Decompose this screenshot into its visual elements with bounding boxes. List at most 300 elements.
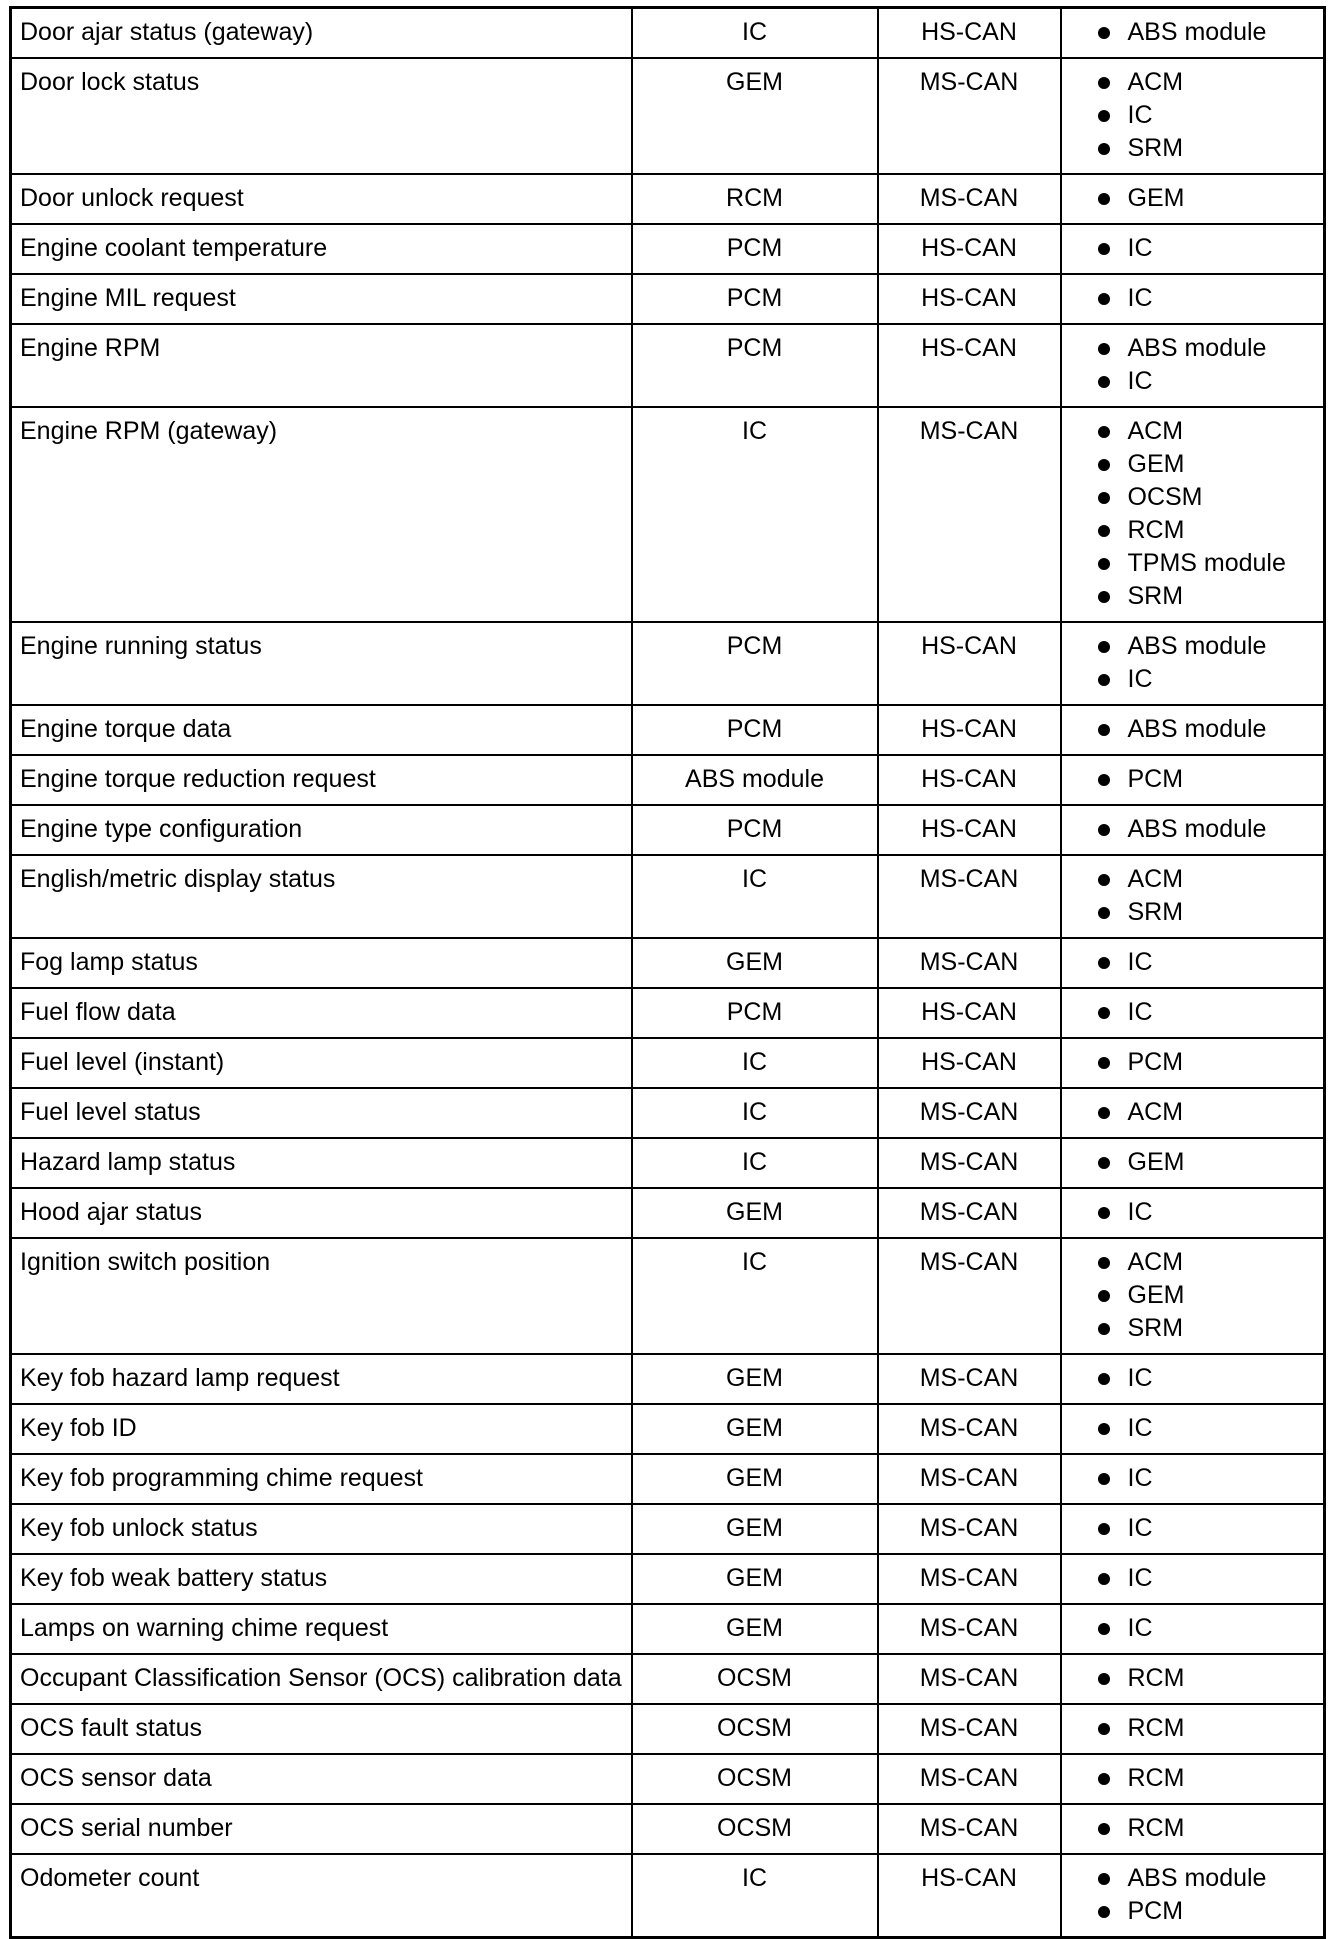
receiver-item — [1092, 1146, 1316, 1179]
bullet-icon — [1098, 1323, 1110, 1335]
receiving-modules-cell — [1061, 58, 1325, 174]
receiver-item — [1092, 1612, 1316, 1645]
receiver-label: IC — [1127, 948, 1153, 976]
receiving-modules-cell — [1061, 1554, 1325, 1604]
originating-module-cell: PCM — [632, 622, 878, 705]
bullet-icon — [1098, 459, 1110, 471]
table-row — [11, 1354, 1325, 1404]
receiver-label: SRM — [1127, 582, 1184, 610]
originating-module-cell: IC — [632, 855, 878, 938]
receiver-item — [1092, 663, 1316, 696]
table-row — [11, 224, 1325, 274]
table-row — [11, 988, 1325, 1038]
receiver-item — [1092, 1512, 1316, 1545]
receiver-label: RCM — [1127, 1764, 1185, 1792]
receiver-item — [1092, 863, 1316, 896]
bullet-icon — [1098, 426, 1110, 438]
receiver-list — [1070, 763, 1316, 796]
receiver-label: ACM — [1127, 68, 1184, 96]
receiver-item — [1092, 1662, 1316, 1695]
table-row — [11, 324, 1325, 407]
originating-module-cell: PCM — [632, 324, 878, 407]
table-row — [11, 8, 1325, 59]
receiving-modules-cell — [1061, 1704, 1325, 1754]
receiver-item — [1092, 1712, 1316, 1745]
receiver-item — [1092, 415, 1316, 448]
table-row — [11, 1754, 1325, 1804]
message-cell: Fuel level (instant) — [11, 1038, 632, 1088]
receiver-item — [1092, 132, 1316, 165]
originating-module-cell: PCM — [632, 224, 878, 274]
receiver-label: IC — [1127, 234, 1153, 262]
message-cell: Door lock status — [11, 58, 632, 174]
receiver-list — [1070, 813, 1316, 846]
receiver-label: GEM — [1127, 1281, 1185, 1309]
receiving-modules-cell — [1061, 8, 1325, 59]
receiver-item — [1092, 1196, 1316, 1229]
message-cell: OCS fault status — [11, 1704, 632, 1754]
receiver-label: ABS module — [1127, 18, 1267, 46]
network-cell: HS-CAN — [878, 705, 1061, 755]
originating-module-cell: RCM — [632, 174, 878, 224]
bullet-icon — [1098, 1823, 1110, 1835]
message-cell: OCS serial number — [11, 1804, 632, 1854]
receiver-label: ABS module — [1127, 1864, 1267, 1892]
message-cell: Engine coolant temperature — [11, 224, 632, 274]
originating-module-cell: ABS module — [632, 755, 878, 805]
message-cell: Door ajar status (gateway) — [11, 8, 632, 59]
receiver-list — [1070, 1462, 1316, 1495]
receiver-label: IC — [1127, 665, 1153, 693]
network-cell: MS-CAN — [878, 1604, 1061, 1654]
receiving-modules-cell — [1061, 1504, 1325, 1554]
originating-module-cell: PCM — [632, 988, 878, 1038]
receiving-modules-cell — [1061, 407, 1325, 622]
receiver-label: ACM — [1127, 1248, 1184, 1276]
receiver-item — [1092, 630, 1316, 663]
bullet-icon — [1098, 110, 1110, 122]
receiving-modules-cell — [1061, 1354, 1325, 1404]
bullet-icon — [1098, 1473, 1110, 1485]
receiver-item — [1092, 996, 1316, 1029]
bullet-icon — [1098, 591, 1110, 603]
receiver-item — [1092, 713, 1316, 746]
bullet-icon — [1098, 1773, 1110, 1785]
message-cell: Lamps on warning chime request — [11, 1604, 632, 1654]
receiver-label: OCSM — [1127, 483, 1203, 511]
network-cell: MS-CAN — [878, 1354, 1061, 1404]
receiver-item — [1092, 1895, 1316, 1928]
receiver-label: RCM — [1127, 516, 1185, 544]
bullet-icon — [1098, 724, 1110, 736]
originating-module-cell: IC — [632, 1038, 878, 1088]
receiver-list — [1070, 1812, 1316, 1845]
network-cell: MS-CAN — [878, 1804, 1061, 1854]
table-row — [11, 1404, 1325, 1454]
receiver-list — [1070, 1862, 1316, 1928]
receiving-modules-cell — [1061, 1604, 1325, 1654]
message-cell: Fog lamp status — [11, 938, 632, 988]
receiver-list — [1070, 332, 1316, 398]
table-row — [11, 1238, 1325, 1354]
receiver-label: IC — [1127, 1564, 1153, 1592]
receiver-item — [1092, 99, 1316, 132]
originating-module-cell: OCSM — [632, 1654, 878, 1704]
receiver-label: ABS module — [1127, 715, 1267, 743]
table-row — [11, 174, 1325, 224]
network-cell: MS-CAN — [878, 1138, 1061, 1188]
receiver-item — [1092, 365, 1316, 398]
receiving-modules-cell — [1061, 805, 1325, 855]
originating-module-cell: GEM — [632, 938, 878, 988]
network-cell: MS-CAN — [878, 855, 1061, 938]
receiving-modules-cell — [1061, 855, 1325, 938]
receiving-modules-cell — [1061, 274, 1325, 324]
bullet-icon — [1098, 1673, 1110, 1685]
receiving-modules-cell — [1061, 1404, 1325, 1454]
receiver-label: PCM — [1127, 1048, 1184, 1076]
originating-module-cell: IC — [632, 8, 878, 59]
table-row — [11, 58, 1325, 174]
receiver-label: ACM — [1127, 417, 1184, 445]
receiver-item — [1092, 16, 1316, 49]
network-cell: HS-CAN — [878, 805, 1061, 855]
bullet-icon — [1098, 907, 1110, 919]
bullet-icon — [1098, 1107, 1110, 1119]
receiver-list — [1070, 713, 1316, 746]
bullet-icon — [1098, 1623, 1110, 1635]
bullet-icon — [1098, 558, 1110, 570]
originating-module-cell: GEM — [632, 58, 878, 174]
originating-module-cell: OCSM — [632, 1754, 878, 1804]
message-cell: Ignition switch position — [11, 1238, 632, 1354]
receiver-list — [1070, 630, 1316, 696]
bullet-icon — [1098, 957, 1110, 969]
receiver-item — [1092, 232, 1316, 265]
receiver-label: ABS module — [1127, 815, 1267, 843]
receiver-item — [1092, 332, 1316, 365]
bullet-icon — [1098, 1723, 1110, 1735]
receiver-label: ABS module — [1127, 334, 1267, 362]
bullet-icon — [1098, 77, 1110, 89]
receiving-modules-cell — [1061, 1804, 1325, 1854]
receiver-label: IC — [1127, 1364, 1153, 1392]
receiver-item — [1092, 896, 1316, 929]
receiver-item — [1092, 1562, 1316, 1595]
bullet-icon — [1098, 674, 1110, 686]
network-cell: MS-CAN — [878, 174, 1061, 224]
network-cell: HS-CAN — [878, 1854, 1061, 1938]
originating-module-cell: OCSM — [632, 1804, 878, 1854]
receiver-item — [1092, 514, 1316, 547]
receiving-modules-cell — [1061, 622, 1325, 705]
receiver-list — [1070, 1362, 1316, 1395]
receiver-label: IC — [1127, 1514, 1153, 1542]
receiver-list — [1070, 1412, 1316, 1445]
bullet-icon — [1098, 293, 1110, 305]
receiving-modules-cell — [1061, 224, 1325, 274]
receiver-list — [1070, 1662, 1316, 1695]
receiving-modules-cell — [1061, 1238, 1325, 1354]
receiver-label: GEM — [1127, 184, 1185, 212]
receiver-list — [1070, 1612, 1316, 1645]
receiver-label: IC — [1127, 1198, 1153, 1226]
network-cell: MS-CAN — [878, 1188, 1061, 1238]
receiving-modules-cell — [1061, 1854, 1325, 1938]
network-cell: HS-CAN — [878, 224, 1061, 274]
receiver-list — [1070, 946, 1316, 979]
table-row — [11, 1188, 1325, 1238]
message-cell: Engine MIL request — [11, 274, 632, 324]
message-cell: Engine RPM (gateway) — [11, 407, 632, 622]
originating-module-cell: IC — [632, 1854, 878, 1938]
originating-module-cell: GEM — [632, 1404, 878, 1454]
receiving-modules-cell — [1061, 1138, 1325, 1188]
receiver-item — [1092, 448, 1316, 481]
bullet-icon — [1098, 1157, 1110, 1169]
network-cell: HS-CAN — [878, 755, 1061, 805]
bullet-icon — [1098, 1423, 1110, 1435]
bullet-icon — [1098, 143, 1110, 155]
receiving-modules-cell — [1061, 938, 1325, 988]
receiver-label: ACM — [1127, 865, 1184, 893]
receiver-label: GEM — [1127, 450, 1185, 478]
bullet-icon — [1098, 641, 1110, 653]
bullet-icon — [1098, 1906, 1110, 1918]
message-cell: Engine torque reduction request — [11, 755, 632, 805]
receiver-list — [1070, 66, 1316, 165]
receiver-label: ACM — [1127, 1098, 1184, 1126]
originating-module-cell: PCM — [632, 805, 878, 855]
receiver-list — [1070, 1712, 1316, 1745]
receiver-label: SRM — [1127, 1314, 1184, 1342]
bullet-icon — [1098, 525, 1110, 537]
receiver-label: IC — [1127, 1464, 1153, 1492]
originating-module-cell: IC — [632, 1138, 878, 1188]
network-cell: MS-CAN — [878, 1238, 1061, 1354]
network-cell: HS-CAN — [878, 324, 1061, 407]
network-cell: MS-CAN — [878, 407, 1061, 622]
bullet-icon — [1098, 1873, 1110, 1885]
receiver-list — [1070, 1196, 1316, 1229]
message-cell: Key fob programming chime request — [11, 1454, 632, 1504]
table-row — [11, 1138, 1325, 1188]
network-cell: MS-CAN — [878, 1704, 1061, 1754]
receiver-label: IC — [1127, 1414, 1153, 1442]
receiver-label: IC — [1127, 367, 1153, 395]
receiver-item — [1092, 66, 1316, 99]
network-message-table — [9, 6, 1326, 1939]
receiver-item — [1092, 182, 1316, 215]
receiver-label: RCM — [1127, 1664, 1185, 1692]
table-row — [11, 622, 1325, 705]
table-row — [11, 1454, 1325, 1504]
receiver-item — [1092, 1246, 1316, 1279]
message-cell: Engine torque data — [11, 705, 632, 755]
originating-module-cell: PCM — [632, 274, 878, 324]
originating-module-cell: IC — [632, 1238, 878, 1354]
message-cell: Engine running status — [11, 622, 632, 705]
receiver-item — [1092, 1362, 1316, 1395]
receiver-item — [1092, 1096, 1316, 1129]
receiver-list — [1070, 1246, 1316, 1345]
message-cell: Occupant Classification Sensor (OCS) calibration data — [11, 1654, 632, 1704]
table-row — [11, 1038, 1325, 1088]
receiver-list — [1070, 863, 1316, 929]
receiving-modules-cell — [1061, 1088, 1325, 1138]
receiver-list — [1070, 996, 1316, 1029]
network-cell: MS-CAN — [878, 1554, 1061, 1604]
receiver-item — [1092, 763, 1316, 796]
table-row — [11, 1654, 1325, 1704]
table-row — [11, 705, 1325, 755]
receiver-list — [1070, 1512, 1316, 1545]
originating-module-cell: OCSM — [632, 1704, 878, 1754]
bullet-icon — [1098, 376, 1110, 388]
receiver-list — [1070, 282, 1316, 315]
table-row — [11, 1088, 1325, 1138]
receiver-label: IC — [1127, 998, 1153, 1026]
message-cell: Key fob ID — [11, 1404, 632, 1454]
originating-module-cell: GEM — [632, 1504, 878, 1554]
network-cell: MS-CAN — [878, 1754, 1061, 1804]
table-row — [11, 805, 1325, 855]
bullet-icon — [1098, 1523, 1110, 1535]
table-row — [11, 1504, 1325, 1554]
receiver-item — [1092, 1462, 1316, 1495]
receiver-label: IC — [1127, 284, 1153, 312]
bullet-icon — [1098, 824, 1110, 836]
network-cell: HS-CAN — [878, 622, 1061, 705]
receiver-item — [1092, 1312, 1316, 1345]
receiver-list — [1070, 1762, 1316, 1795]
originating-module-cell: GEM — [632, 1554, 878, 1604]
receiver-item — [1092, 1412, 1316, 1445]
message-cell: Engine type configuration — [11, 805, 632, 855]
message-cell: Fuel flow data — [11, 988, 632, 1038]
originating-module-cell: IC — [632, 407, 878, 622]
receiver-item — [1092, 1762, 1316, 1795]
table-row — [11, 1704, 1325, 1754]
receiver-list — [1070, 1096, 1316, 1129]
network-cell: MS-CAN — [878, 58, 1061, 174]
receiving-modules-cell — [1061, 705, 1325, 755]
originating-module-cell: GEM — [632, 1454, 878, 1504]
bullet-icon — [1098, 243, 1110, 255]
receiving-modules-cell — [1061, 324, 1325, 407]
originating-module-cell: GEM — [632, 1604, 878, 1654]
receiver-label: SRM — [1127, 134, 1184, 162]
receiver-list — [1070, 1562, 1316, 1595]
table-row — [11, 855, 1325, 938]
receiver-label: PCM — [1127, 1897, 1184, 1925]
message-cell: Hazard lamp status — [11, 1138, 632, 1188]
network-cell: MS-CAN — [878, 1504, 1061, 1554]
bullet-icon — [1098, 1573, 1110, 1585]
table-body — [11, 8, 1325, 1938]
network-cell: HS-CAN — [878, 1038, 1061, 1088]
receiver-list — [1070, 415, 1316, 613]
message-cell: Key fob hazard lamp request — [11, 1354, 632, 1404]
message-cell: English/metric display status — [11, 855, 632, 938]
receiver-item — [1092, 946, 1316, 979]
receiver-item — [1092, 547, 1316, 580]
receiver-label: IC — [1127, 1614, 1153, 1642]
receiver-item — [1092, 1862, 1316, 1895]
receiver-item — [1092, 1046, 1316, 1079]
bullet-icon — [1098, 1007, 1110, 1019]
network-cell: MS-CAN — [878, 1454, 1061, 1504]
receiver-list — [1070, 232, 1316, 265]
receiver-list — [1070, 182, 1316, 215]
table-row — [11, 755, 1325, 805]
originating-module-cell: GEM — [632, 1354, 878, 1404]
receiving-modules-cell — [1061, 988, 1325, 1038]
receiver-item — [1092, 1812, 1316, 1845]
receiver-label: RCM — [1127, 1814, 1185, 1842]
receiving-modules-cell — [1061, 174, 1325, 224]
originating-module-cell: PCM — [632, 705, 878, 755]
table-row — [11, 407, 1325, 622]
bullet-icon — [1098, 27, 1110, 39]
bullet-icon — [1098, 1257, 1110, 1269]
bullet-icon — [1098, 1290, 1110, 1302]
network-cell: MS-CAN — [878, 1404, 1061, 1454]
message-cell: Key fob weak battery status — [11, 1554, 632, 1604]
message-cell: Key fob unlock status — [11, 1504, 632, 1554]
receiver-label: SRM — [1127, 898, 1184, 926]
receiver-label: ABS module — [1127, 632, 1267, 660]
network-cell: MS-CAN — [878, 1654, 1061, 1704]
receiver-item — [1092, 481, 1316, 514]
receiver-label: IC — [1127, 101, 1153, 129]
receiver-item — [1092, 1279, 1316, 1312]
bullet-icon — [1098, 1207, 1110, 1219]
table-row — [11, 1854, 1325, 1938]
message-cell: Engine RPM — [11, 324, 632, 407]
receiving-modules-cell — [1061, 1038, 1325, 1088]
receiving-modules-cell — [1061, 1454, 1325, 1504]
receiving-modules-cell — [1061, 1654, 1325, 1704]
bullet-icon — [1098, 343, 1110, 355]
bullet-icon — [1098, 874, 1110, 886]
message-cell: Odometer count — [11, 1854, 632, 1938]
network-cell: HS-CAN — [878, 274, 1061, 324]
bullet-icon — [1098, 1057, 1110, 1069]
receiver-item — [1092, 282, 1316, 315]
network-cell: HS-CAN — [878, 8, 1061, 59]
receiver-label: RCM — [1127, 1714, 1185, 1742]
receiver-label: PCM — [1127, 765, 1184, 793]
receiver-list — [1070, 1046, 1316, 1079]
bullet-icon — [1098, 492, 1110, 504]
table-row — [11, 938, 1325, 988]
receiving-modules-cell — [1061, 755, 1325, 805]
network-cell: HS-CAN — [878, 988, 1061, 1038]
receiver-label: TPMS module — [1127, 549, 1286, 577]
receiver-list — [1070, 16, 1316, 49]
bullet-icon — [1098, 774, 1110, 786]
table-row — [11, 274, 1325, 324]
network-cell: MS-CAN — [878, 1088, 1061, 1138]
receiver-item — [1092, 813, 1316, 846]
originating-module-cell: GEM — [632, 1188, 878, 1238]
network-cell: MS-CAN — [878, 938, 1061, 988]
receiving-modules-cell — [1061, 1188, 1325, 1238]
bullet-icon — [1098, 1373, 1110, 1385]
originating-module-cell: IC — [632, 1088, 878, 1138]
table-row — [11, 1604, 1325, 1654]
